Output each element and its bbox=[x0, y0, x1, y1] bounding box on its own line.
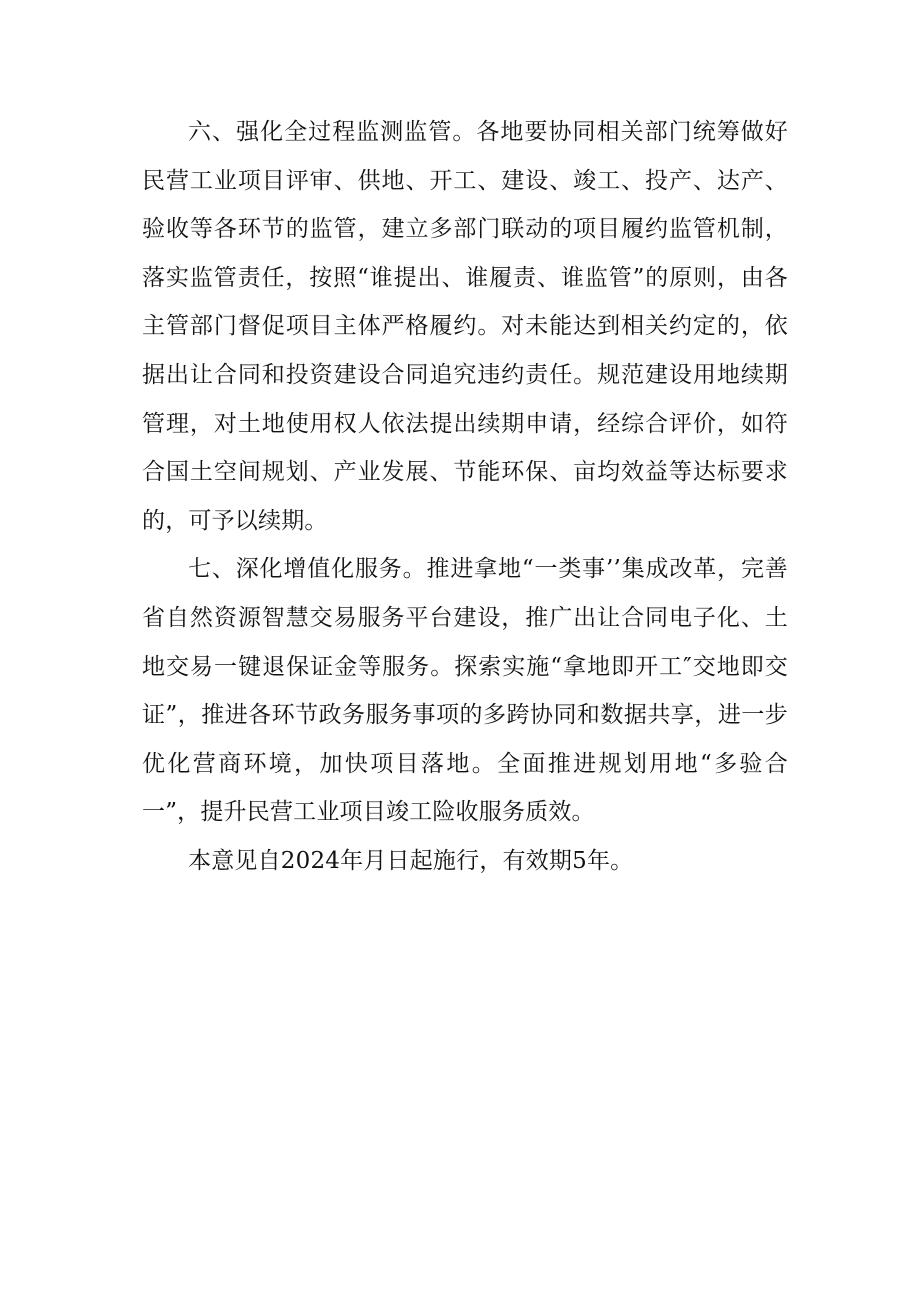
document-body bbox=[142, 108, 788, 886]
paragraph-section-seven: 七、深化增值化服务。推进拿地“一类事’’集成改革，完善省自然资源智慧交易服务平台建设，推广出让合同电子化、土地交易一键退保证金等服务。探索实施“拿地即开工″交地即交证”，推进各环节政务服务事项的多跨协同和数据共享，进一步优化营商环境，加快项目落地。全面推进规划用地“多验合一”，提升民营工业项目竣工险收服务质效。 bbox=[142, 556, 788, 826]
paragraph-effective-date: 本意见自2024年月日起施行，有效期5年。 bbox=[188, 847, 634, 874]
paragraph-section-six: 六、强化全过程监测监管。各地要协同相关部门统筹做好民营工业项目评审、供地、开工、建设、竣工、投产、达产、验收等各环节的监管，建立多部门联动的项目履约监管机制，落实监管责任，按照“谁提出、谁履责、谁监管”的原则，由各主管部门督促项目主体严格履约。对未能达到相关约定的，依据出让合同和投资建设合同追究违约责任。规范建设用地续期管理，对土地使用权人依法提出续期申请，经综合评价，如符合国土空间规划、产业发展、节能环保、亩均效益等达标要求的，可予以续期。 bbox=[142, 119, 788, 534]
